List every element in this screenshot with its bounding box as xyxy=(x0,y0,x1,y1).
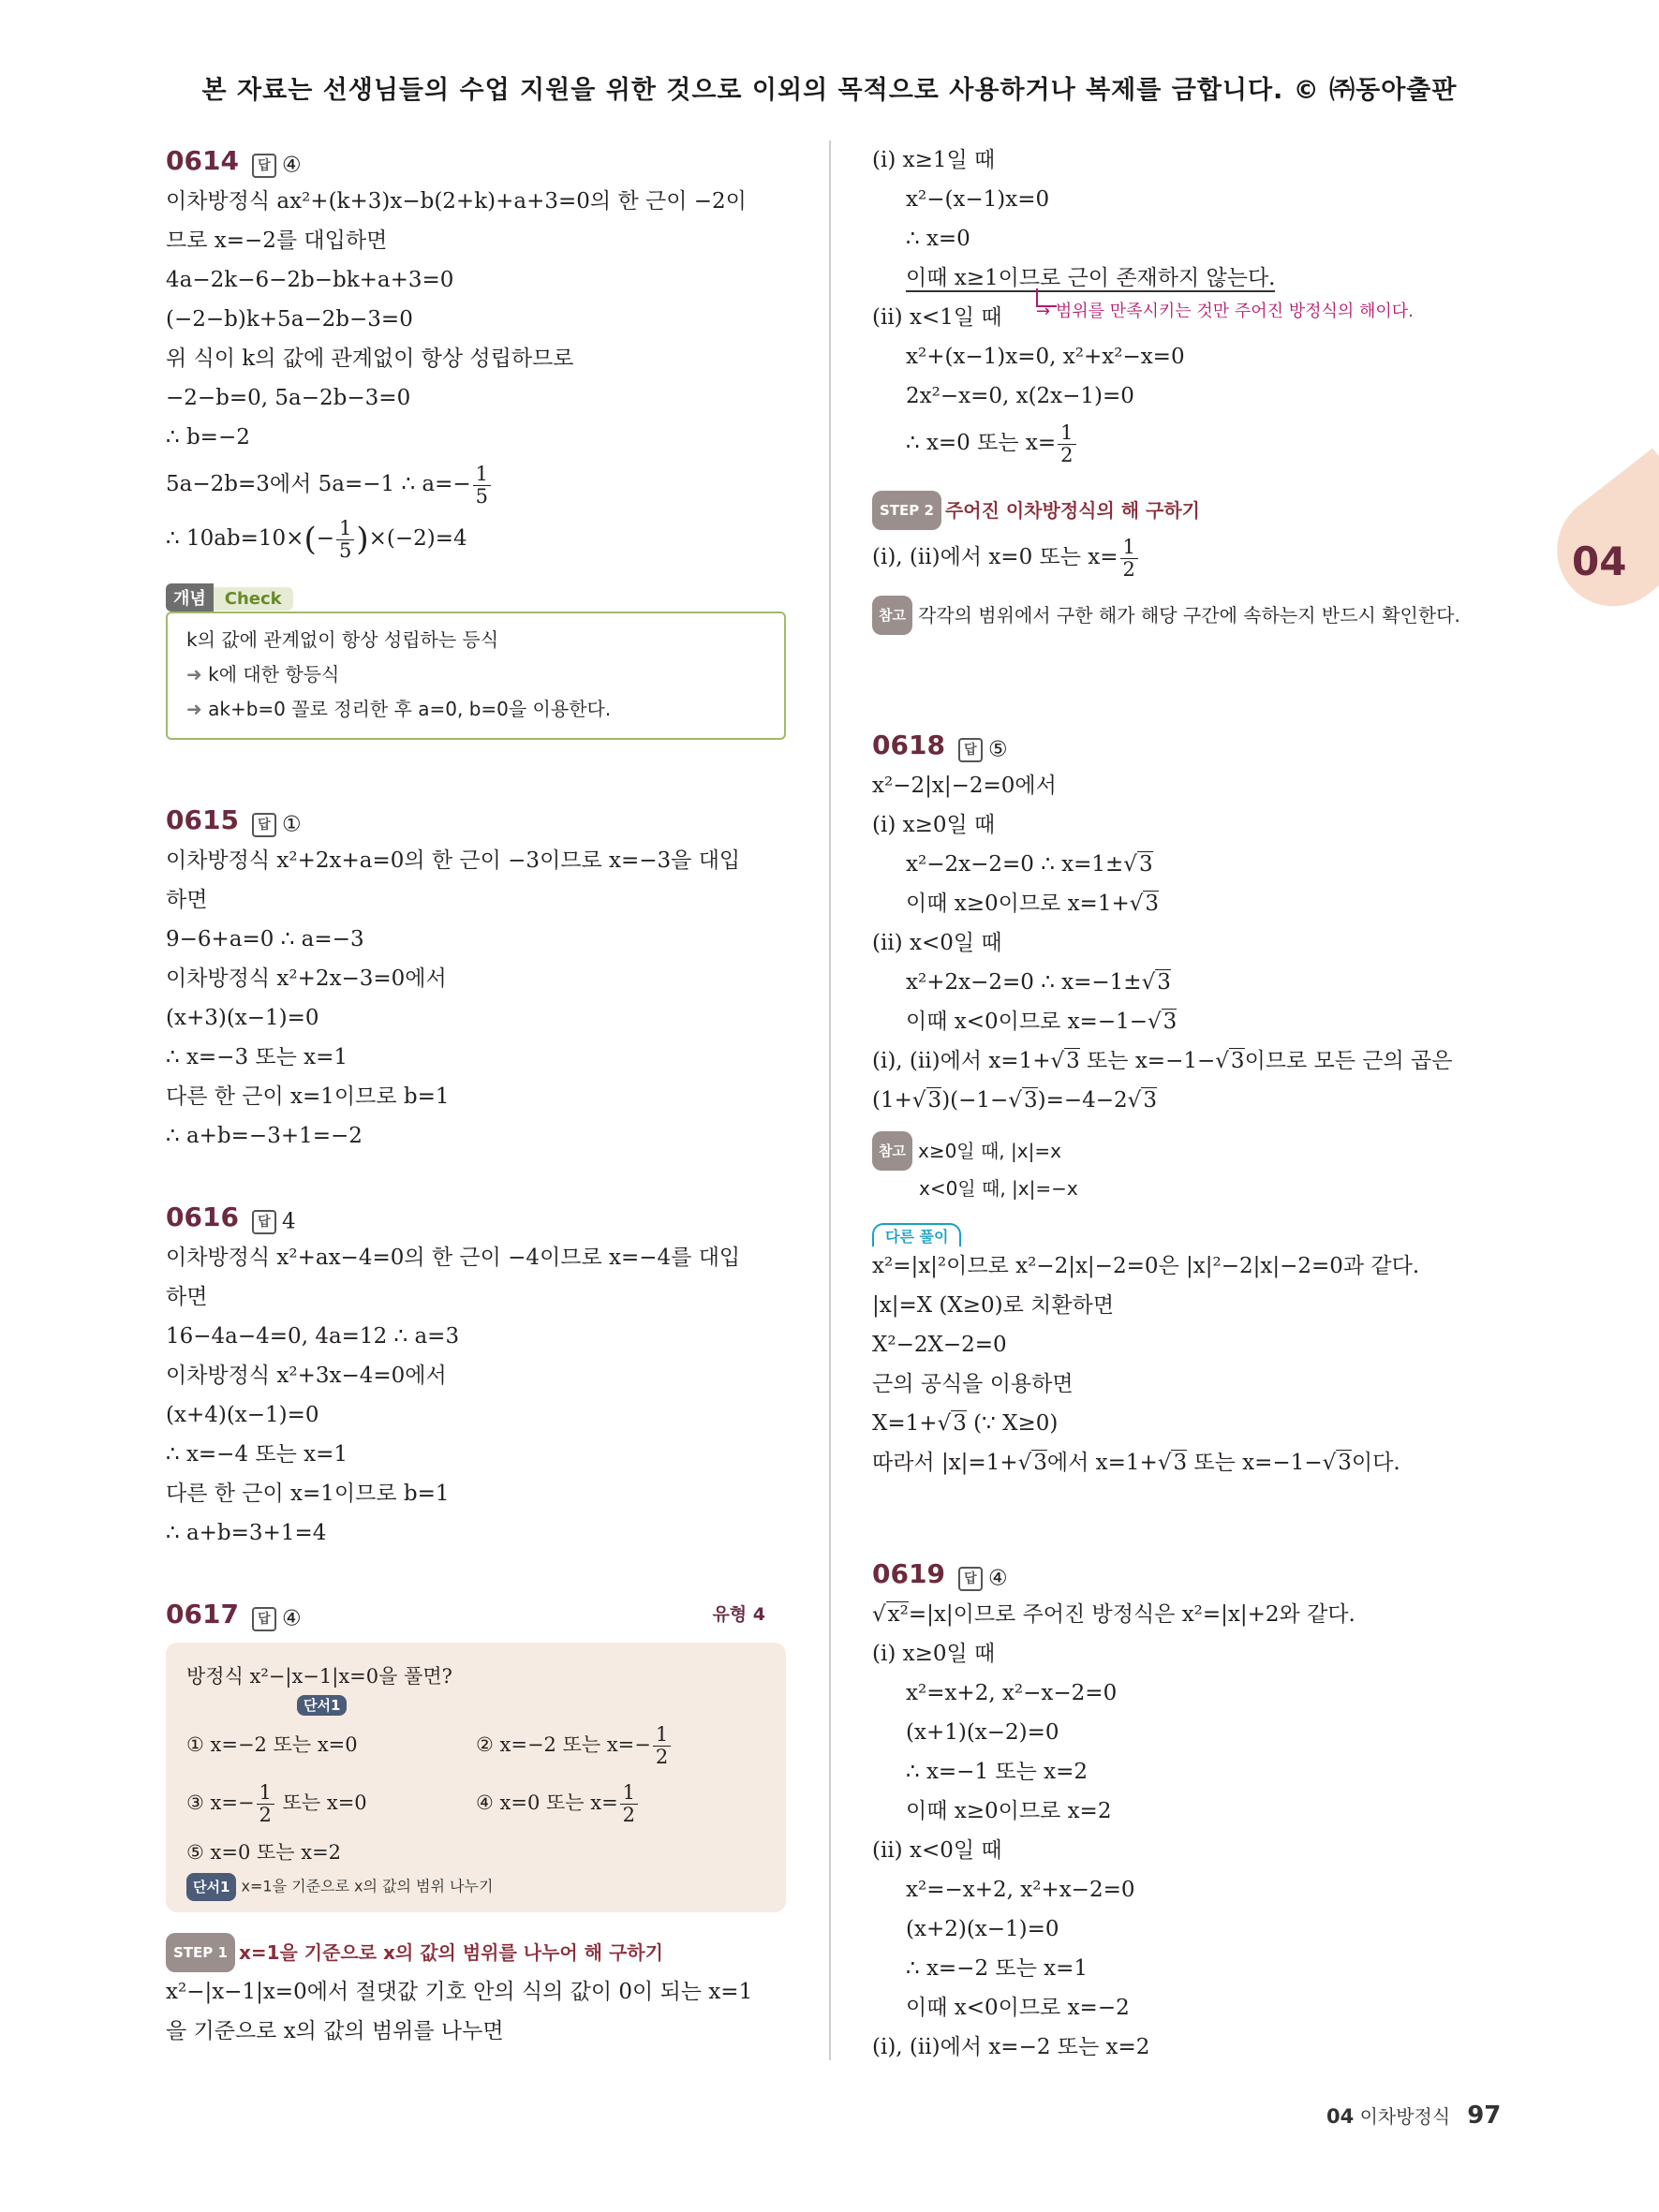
solution-line: x²−|x−1|x=0에서 절댓값 기호 안의 식의 값이 0이 되는 x=1 xyxy=(166,1980,753,2004)
problem-number: 0615 xyxy=(166,804,239,835)
numerator: 1 xyxy=(653,1724,671,1747)
option-1: ① x=−2 또는 x=0 xyxy=(186,1733,358,1756)
option-4 xyxy=(476,1774,765,1832)
solution-line: (ⅰ) x≥0일 때 xyxy=(872,1642,996,1666)
concept-check-box xyxy=(166,612,786,740)
solution-line: ∴ x=−1 또는 x=2 xyxy=(906,1760,1089,1784)
concept-line: k의 값에 관계없이 항상 성립하는 등식 xyxy=(186,628,499,651)
denominator: 2 xyxy=(1060,443,1074,466)
text: 이때 x<0이므로 x=−1− xyxy=(906,1010,1148,1034)
solution-line xyxy=(872,258,1490,298)
reference-tag: 참고 xyxy=(872,596,912,635)
hint-tag: 단서1 xyxy=(297,1695,347,1716)
solution-line: (ⅰ), (ⅱ)에서 x=−2 또는 x=2 xyxy=(872,2035,1150,2059)
option-5: ⑤ x=0 또는 x=2 xyxy=(186,1841,342,1864)
solution-line: 2x²−x=0, x(2x−1)=0 xyxy=(906,384,1134,408)
denominator: 2 xyxy=(1122,557,1135,581)
text: (1+ xyxy=(872,1088,912,1113)
sqrt-value: 3 xyxy=(953,1411,967,1436)
solution-line: ∴ 10ab=10×(− $\frac{1}{5}$ )×(−2)=4 xyxy=(166,516,467,562)
numerator: 1 xyxy=(620,1782,638,1805)
solution-line: 근의 공식을 이용하면 xyxy=(872,1372,1074,1396)
reference-text: x≥0일 때, |x|=x xyxy=(917,1140,1061,1162)
concept-line xyxy=(186,657,765,692)
right-column xyxy=(872,140,1490,2067)
answer-icon: 답 xyxy=(958,1567,983,1591)
answer-icon: 답 xyxy=(252,1607,276,1631)
answer-icon: 답 xyxy=(252,154,276,178)
chapter-number: 04 xyxy=(1572,538,1627,584)
solution-line: 하면 xyxy=(166,888,208,912)
solution-line: x²−2|x|−2=0에서 xyxy=(872,774,1057,798)
solution-line: 이차방정식 x²+2x−3=0에서 xyxy=(166,966,447,991)
text: (ⅰ), (ⅱ)에서 x=1+ xyxy=(872,1049,1051,1073)
fraction xyxy=(336,518,354,562)
solution-line: 이때 x<0이므로 x=−2 xyxy=(906,1996,1130,2020)
arrow-icon: ➜ xyxy=(186,663,209,686)
text: ak+b=0 꼴로 정리한 후 a=0, b=0을 이용한다. xyxy=(208,698,612,720)
left-column xyxy=(166,140,786,2051)
solution-line: (1+√3)(−1−√3)=−4−2√3 xyxy=(872,1088,1157,1113)
solution-line: (ⅱ) x<0일 때 xyxy=(872,1838,1002,1863)
hint-marker-row xyxy=(186,1695,765,1716)
solution-line: (ⅰ) x≥0일 때 xyxy=(872,813,996,837)
solution-line: (x+3)(x−1)=0 xyxy=(166,1006,319,1030)
step-1 xyxy=(166,1933,786,1972)
text: 따라서 |x|=1+ xyxy=(872,1451,1018,1475)
solution-line: 이차방정식 x²+3x−4=0에서 xyxy=(166,1364,447,1388)
solution-line: x²−2x−2=0 ∴ x=1±√3 xyxy=(906,852,1153,877)
solution-line: ∴ b=−2 xyxy=(166,425,250,450)
solution-line: (ⅱ) x<1일 때 xyxy=(872,305,1002,330)
text: )(−1− xyxy=(941,1088,1009,1113)
solution-line: 이차방정식 x²+ax−4=0의 한 근이 −4이므로 x=−4를 대입 xyxy=(166,1246,741,1270)
text: X=1+ xyxy=(872,1411,938,1436)
problem-number: 0614 xyxy=(166,145,239,176)
denominator: 5 xyxy=(339,538,352,562)
step-title: 주어진 이차방정식의 해 구하기 xyxy=(944,499,1200,522)
solution-line xyxy=(872,530,1490,584)
solution-line: 므로 x=−2를 대입하면 xyxy=(166,229,388,253)
sqrt-value: 3 xyxy=(1066,1049,1080,1073)
copyright-notice: 본 자료는 선생님들의 수업 지원을 위한 것으로 이외의 목적으로 사용하거나 복제를 금합니다. © ㈜동아출판 xyxy=(201,76,1458,105)
solution-line: √x²=|x|이므로 주어진 방정식은 x²=|x|+2와 같다. xyxy=(872,1602,1355,1627)
solution-line: x²+(x−1)x=0, x²+x²−x=0 xyxy=(906,345,1185,369)
problem-header-0618 xyxy=(872,725,1490,766)
note-text: 범위를 만족시키는 것만 주어진 방정식의 해이다. xyxy=(1055,302,1414,321)
denominator: 2 xyxy=(622,1804,636,1826)
hint-text: x=1을 기준으로 x의 값의 범위 나누기 xyxy=(241,1877,494,1895)
answer-icon: 답 xyxy=(252,813,276,837)
answer-value: 4 xyxy=(281,1209,296,1234)
answer-value: ⑤ xyxy=(987,737,1008,762)
solution-line: 16−4a−4=0, 4a=12 ∴ a=3 xyxy=(166,1324,460,1349)
reference-note xyxy=(872,596,1490,635)
denominator: 2 xyxy=(259,1804,272,1826)
solution-line: (ⅱ) x<0일 때 xyxy=(872,931,1002,955)
column-divider xyxy=(829,140,831,2060)
sqrt-value: 3 xyxy=(1230,1049,1245,1073)
page-footer xyxy=(1326,2101,1501,2130)
numerator: 1 xyxy=(1120,537,1138,559)
fraction xyxy=(653,1724,671,1768)
problem-number: 0618 xyxy=(872,730,945,760)
solution-line: (x+4)(x−1)=0 xyxy=(166,1403,319,1427)
text: ∴ 10ab=10× xyxy=(166,526,304,551)
solution-line: 따라서 |x|=1+√3에서 x=1+√3 또는 x=−1−√3이다. xyxy=(872,1451,1400,1475)
solution-line: 하면 xyxy=(166,1285,208,1309)
text: 5a−2b=3에서 5a=−1 ∴ a=− xyxy=(166,472,471,496)
step-title: x=1을 기준으로 x의 값의 범위를 나누어 해 구하기 xyxy=(238,1941,663,1964)
text: )=−4−2 xyxy=(1037,1088,1128,1113)
sqrt-value: 3 xyxy=(1023,1088,1038,1113)
text: ③ x=− xyxy=(186,1792,255,1814)
denominator: 2 xyxy=(655,1746,669,1768)
solution-line: 이때 x<0이므로 x=−1−√3 xyxy=(906,1010,1178,1034)
solution-line: 4a−2k−6−2b−bk+a+3=0 xyxy=(166,268,454,292)
solution-line: ∴ x=−3 또는 x=1 xyxy=(166,1045,348,1069)
sqrt-value: 3 xyxy=(1157,970,1171,995)
annotation-note xyxy=(1036,298,1414,322)
solution-line xyxy=(872,416,1490,470)
hint-tag: 단서1 xyxy=(186,1873,236,1901)
reference-text: x<0일 때, |x|=−x xyxy=(919,1177,1078,1200)
sqrt-value: 3 xyxy=(1145,892,1160,916)
solution-line: x²=−x+2, x²+x−2=0 xyxy=(906,1878,1135,1902)
numerator: 1 xyxy=(257,1782,274,1805)
text: x²+2x−2=0 ∴ x=−1± xyxy=(906,970,1142,995)
sqrt-value: 3 xyxy=(1163,1010,1178,1034)
options xyxy=(186,1716,765,1873)
hint-line xyxy=(186,1873,765,1901)
solution-line: (ⅰ) x≥1일 때 xyxy=(872,148,996,172)
solution-line: 이차방정식 ax²+(k+3)x−b(2+k)+a+3=0의 한 근이 −2이 xyxy=(166,189,747,214)
text: k에 대한 항등식 xyxy=(208,663,340,686)
numerator: 1 xyxy=(1058,422,1075,445)
text: (∵ X≥0) xyxy=(966,1411,1059,1436)
text: ④ x=0 또는 x= xyxy=(476,1792,618,1814)
solution-line: ∴ a+b=−3+1=−2 xyxy=(166,1124,363,1148)
solution-line: ∴ x=−2 또는 x=1 xyxy=(906,1956,1089,1981)
problem-header-0614 xyxy=(166,140,786,182)
fraction xyxy=(1120,537,1138,581)
text: ② x=−2 또는 x=− xyxy=(476,1733,651,1756)
problem-number: 0619 xyxy=(872,1558,945,1589)
fraction xyxy=(620,1782,638,1826)
text: 이때 x≥0이므로 x=1+ xyxy=(906,892,1130,916)
fraction xyxy=(473,464,491,508)
option-3 xyxy=(186,1774,476,1832)
text: 이므로 모든 근의 곱은 xyxy=(1244,1049,1453,1073)
problem-number: 0616 xyxy=(166,1202,239,1232)
reference-tag: 참고 xyxy=(872,1131,912,1171)
problem-header-0617 xyxy=(166,1594,786,1635)
denominator: 5 xyxy=(475,484,489,508)
concept-line xyxy=(186,692,765,727)
text: ∴ x=0 또는 x= xyxy=(906,431,1057,455)
solution-line: x²=|x|²이므로 x²−2|x|−2=0은 |x|²−2|x|−2=0과 같다. xyxy=(872,1254,1420,1278)
solution-line: ∴ a+b=3+1=4 xyxy=(166,1521,327,1545)
problem-type-label: 유형 4 xyxy=(712,1604,765,1625)
text: 또는 x=0 xyxy=(275,1792,367,1814)
step-tag: STEP 1 xyxy=(166,1933,235,1972)
solution-line: 다른 한 근이 x=1이므로 b=1 xyxy=(166,1482,450,1506)
sqrt-value: 3 xyxy=(1143,1088,1157,1113)
solution-line: 이때 x≥0이므로 x=2 xyxy=(906,1799,1112,1823)
solution-line: ∴ x=0 xyxy=(906,227,970,251)
reference-text: 각각의 범위에서 구한 해가 해당 구간에 속하는지 반드시 확인한다. xyxy=(917,604,1460,627)
answer-value: ① xyxy=(281,812,302,837)
solution-line: 이차방정식 x²+2x+a=0의 한 근이 −3이므로 x=−3을 대입 xyxy=(166,848,741,873)
arrow-icon: → xyxy=(1036,302,1056,321)
solution-line: 9−6+a=0 ∴ a=−3 xyxy=(166,927,364,951)
check-label: Check xyxy=(214,587,293,611)
underlined-text: 이때 x≥1이므로 근이 존재하지 않는다. xyxy=(906,266,1276,290)
problem-header-0615 xyxy=(166,800,786,841)
paren: ) xyxy=(356,521,369,558)
answer-icon: 답 xyxy=(252,1210,276,1234)
sqrt-value: 3 xyxy=(1338,1451,1352,1475)
answer-value: ④ xyxy=(281,1606,302,1631)
footer-chapter: 04 xyxy=(1326,2105,1355,2128)
solution-line: 다른 한 근이 x=1이므로 b=1 xyxy=(166,1084,450,1109)
solution-line: x²−(x−1)x=0 xyxy=(906,187,1050,212)
solution-line: 위 식이 k의 값에 관계없이 항상 성립하므로 xyxy=(166,347,574,371)
solution-line: 이때 x≥0이므로 x=1+√3 xyxy=(906,892,1160,916)
solution-line: x²=x+2, x²−x−2=0 xyxy=(906,1681,1118,1705)
solution-line: X²−2X−2=0 xyxy=(872,1333,1007,1357)
text: 또는 x=−1− xyxy=(1079,1049,1216,1073)
footer-title: 이차방정식 xyxy=(1359,2105,1451,2128)
solution-line xyxy=(166,457,786,511)
question-text: 방정식 x²−|x−1|x=0을 풀면? xyxy=(186,1665,452,1688)
concept-label: 개념 xyxy=(166,583,214,612)
sqrt-value: 3 xyxy=(927,1088,942,1113)
question-box xyxy=(166,1643,786,1912)
solution-line: X=1+√3 (∵ X≥0) xyxy=(872,1411,1059,1436)
text: ×(−2)=4 xyxy=(368,526,467,551)
sqrt-value: 3 xyxy=(1033,1451,1047,1475)
problem-header-0616 xyxy=(166,1197,786,1238)
concept-check-tag xyxy=(166,583,786,612)
solution-line: (−2−b)k+5a−2b−3=0 xyxy=(166,307,413,332)
option-2 xyxy=(476,1716,765,1774)
sqrt-value: 3 xyxy=(1138,852,1153,877)
sqrt-value: 3 xyxy=(1173,1451,1188,1475)
solution-line: (x+2)(x−1)=0 xyxy=(906,1917,1059,1941)
text: 이다. xyxy=(1351,1451,1400,1475)
alternate-solution-tag: 다른 풀이 xyxy=(872,1223,961,1246)
text: 에서 x=1+ xyxy=(1046,1451,1158,1475)
reference-note xyxy=(872,1131,1490,1171)
solution-line: −2−b=0, 5a−2b−3=0 xyxy=(166,386,411,410)
answer-value: ④ xyxy=(987,1566,1008,1591)
text: x²−2x−2=0 ∴ x=1± xyxy=(906,852,1124,877)
solution-line: ∴ x=−4 또는 x=1 xyxy=(166,1442,348,1467)
solution-line: (x+1)(x−2)=0 xyxy=(906,1720,1059,1745)
problem-number: 0617 xyxy=(166,1599,239,1630)
page-number: 97 xyxy=(1467,2101,1502,2130)
solution-line: 을 기준으로 x의 값의 범위를 나누면 xyxy=(166,2019,504,2043)
fraction xyxy=(1058,422,1075,466)
numerator: 1 xyxy=(336,518,354,540)
fraction xyxy=(257,1782,274,1826)
problem-header-0619 xyxy=(872,1554,1490,1595)
solution-line: (ⅰ), (ⅱ)에서 x=1+√3 또는 x=−1−√3이므로 모든 근의 곱은 xyxy=(872,1049,1453,1073)
step-2 xyxy=(872,491,1490,530)
solution-line: x²+2x−2=0 ∴ x=−1±√3 xyxy=(906,970,1171,995)
step-tag: STEP 2 xyxy=(872,491,941,530)
paren: ( xyxy=(304,521,317,558)
arrow-icon: ➜ xyxy=(186,698,209,720)
sqrt-value: x² xyxy=(887,1602,909,1627)
solution-line: |x|=X (X≥0)로 치환하면 xyxy=(872,1293,1115,1318)
text: =|x|이므로 주어진 방정식은 x²=|x|+2와 같다. xyxy=(908,1602,1355,1627)
answer-value: ④ xyxy=(281,153,302,178)
text: 또는 x=−1− xyxy=(1187,1451,1323,1475)
text: (ⅰ), (ⅱ)에서 x=0 또는 x= xyxy=(872,545,1118,569)
numerator: 1 xyxy=(473,464,491,486)
answer-icon: 답 xyxy=(958,738,983,762)
